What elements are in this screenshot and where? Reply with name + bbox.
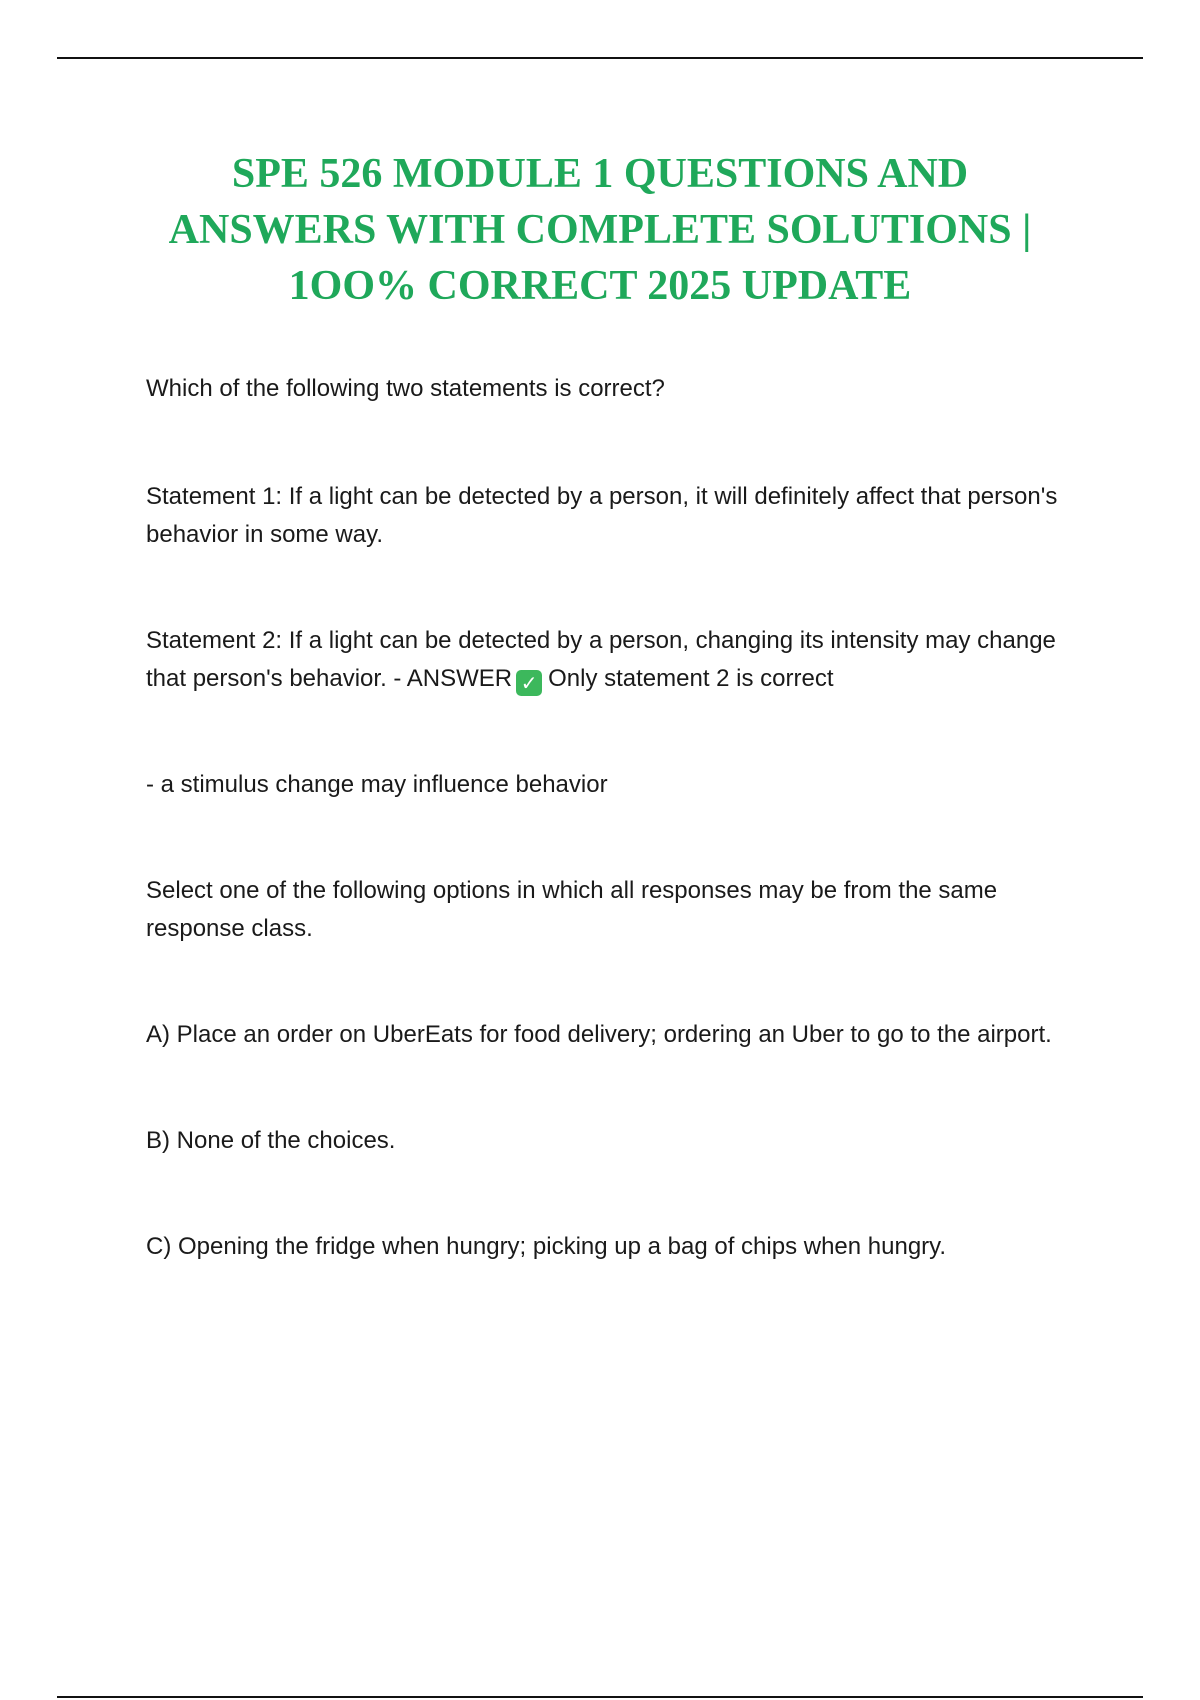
document-body — [146, 370, 1086, 1266]
option-c: C) Opening the fridge when hungry; picking up a bag of chips when hungry. — [146, 1233, 947, 1260]
explanation-1: - a stimulus change may influence behavior — [146, 771, 608, 798]
title-line-1: SPE 526 MODULE 1 QUESTIONS AND — [231, 151, 969, 197]
bottom-divider — [57, 1696, 1143, 1698]
question-1: Which of the following two statements is correct? — [146, 375, 665, 402]
question-2: Select one of the following options in which all responses may be from the same response class. — [146, 877, 998, 942]
option-a: A) Place an order on UberEats for food delivery; ordering an Uber to go to the airport. — [146, 1021, 1052, 1048]
option-b: B) None of the choices. — [146, 1127, 396, 1154]
top-divider — [57, 57, 1143, 59]
statement-1: Statement 1: If a light can be detected by a person, it will definitely affect that person's behavior in some way. — [146, 483, 1058, 548]
statement-2 — [146, 622, 1086, 698]
title-line-2: ANSWERS WITH COMPLETE SOLUTIONS | — [168, 207, 1032, 253]
document-title — [100, 146, 1100, 314]
check-mark-icon: ✓ — [516, 670, 542, 696]
answer-text: Only statement 2 is correct — [548, 665, 834, 692]
statement-2-text: Statement 2: If a light can be detected by a person, changing its intensity may change that person's behavior. - ANSWER — [146, 627, 1056, 692]
title-line-3: 1OO% CORRECT 2025 UPDATE — [288, 263, 912, 309]
